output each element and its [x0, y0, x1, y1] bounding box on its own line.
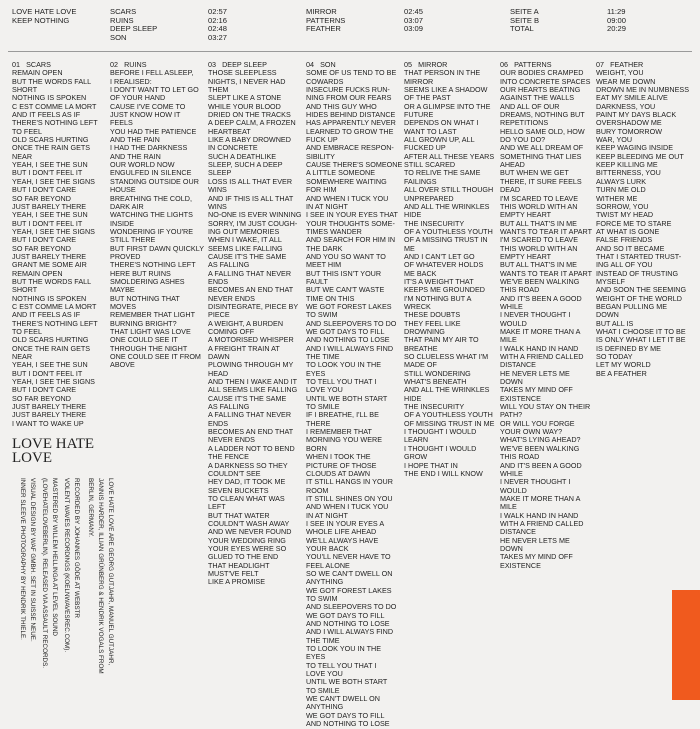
credit-line: RECORDED BY JOHANNES GÖDE AT WEBSTR — [73, 478, 80, 618]
side-label: SEITE B — [510, 15, 540, 25]
side-time: 09:00 — [607, 15, 627, 25]
band-title: LOVE HATE LOVE — [12, 436, 95, 466]
header-sides — [510, 8, 539, 34]
track-time: 02:45 — [404, 7, 424, 16]
track-title: SON — [110, 32, 127, 42]
track-time: 03:09 — [404, 24, 424, 34]
header-album — [12, 8, 76, 25]
credit-line: JANNIS HARDER, ILLIAN GRÜNBERG & HENDRIK VOGALS FROM — [97, 478, 104, 674]
lyrics-scars: 01 SCARS REMAIN OPEN BUT THE WORDS FALL SHORT NOTHING IS SPOKEN C EST COMME LA MORT AND IT FEELS AS IF THERE'S NOTHING LEFT TO FEEL OLD SCARS HURTING ONCE THE RAIN GETS NEAR YEAH, I SEE THE SUN BUT I DON'T FEEL IT YEAH, I SEE THE SIGNS BUT I DON'T CARE SO FAR BEYOND JUST BARELY THERE YEAH, I SEE THE SUN BUT I DON'T FEEL IT YEAH, I SEE THE SIGNS BUT I DON'T CARE SO FAR BEYOND JUST BARELY THERE GRANT ME SOME AIR REMAIN OPEN BUT THE WORDS FALL SHORT NOTHING IS SPOKEN C EST COMME LA MORT AND IT FEELS AS IF THERE'S NOTHING LEFT TO FEEL OLD SCARS HURTING ONCE THE RAIN GETS NEAR YEAH, I SEE THE SUN BUT I DON'T FEEL IT YEAH, I SEE THE SIGNS BUT I DON'T CARE SO FAR BEYOND JUST BARELY THERE JUST BARELY THERE I WANT TO WAKE UP — [12, 60, 98, 428]
lyrics-mirror: 05 MIRROR THAT PERSON IN THE MIRROR SEEMS LIKE A SHADOW OF THE PAST OR A GLIMPSE INTO THE FUTURE DEPENDS ON WHAT I WANT TO LAST ALL GROWN UP, ALL FUCKED UP AFTER ALL THESE YEARS STILL SCARED TO RELIVE THE SAME FAILINGS ALL OVER STILL THOUGH UNPREPARED AND ALL THE WRINKLES HIDE THE INSECURITY OF A YOUTHLESS YOUTH OF A MISSING TRUST IN ME AND I CAN'T LET GO OF WHATEVER HOLDS ME BACK IT'S A WEIGHT THAT KEEPS ME GROUNDED I'M NOTHING BUT A WRECK THESE DOUBTS THEY FEEL LIKE DROWNING THAT PAIN MY AIR TO BREATHE SO CLUELESS WHAT I'M MADE OF STILL WONDERING WHAT'S BENEATH AND ALL THE WRINKLES HIDE THE INSECURITY OF A YOUTHLESS YOUTH OF MISSING TRUST IN ME I THOUGHT I WOULD LEARN I THOUGHT I WOULD GROW I HOPE THAT IN THE END I WILL KNOW — [404, 60, 495, 478]
lyrics-ruins: 02 RUINS BEFORE I FELL ASLEEP, I REALISED: I DON'T WANT TO LET GO OF YOUR HAND CAUSE I'VE COME TO JUST KNOW HOW IT FEELS YOU HAD THE PATIENCE AND THE PAIN I HAD THE DARKNESS AND THE RAIN OUR WORLD NOW ENGULFED IN SILENCE STANDING OUTSIDE OUR HOUSE BREATHING THE COLD, DARK AIR WATCHING THE LIGHTS INSIDE WONDERING IF YOU'RE STILL THERE BUT FIRST DAWN QUICKLY PROVED THERE'S NOTHING LEFT HERE BUT RUINS SMOLDERING ASHES MAYBE BUT NOTHING THAT MOVES REMEMBER THAT LIGHT BURNING BRIGHT? THAT LIGHT WAS LOVE ONE COULD SEE IT THROUGH THE NIGHT ONE COULD SEE IT FROM ABOVE — [110, 60, 205, 370]
track-title: PATTERNS — [306, 15, 346, 25]
track-title: MIRROR — [306, 7, 337, 16]
header-album-line: KEEP NOTHING — [12, 15, 70, 25]
side-label: TOTAL — [510, 24, 534, 34]
credits — [10, 478, 130, 688]
track-title: DEEP SLEEP — [110, 24, 158, 34]
track-time: 02:48 — [208, 24, 228, 34]
credit-line: LOVE HATE LOVE ARE GEORG GUTJAHR, MANUEL GUTJAHR, — [107, 478, 114, 666]
lyrics-deep-sleep: 03 DEEP SLEEP THOSE SLEEPLESS NIGHTS, I NEVER HAD THEM SLEPT LIKE A STONE WHILE YOUR BLOOD DRIED ON THE TRACKS A DEEP CALM, A FROZEN HEARTBEAT LIKE A BABY DROWNED IN CONCRETE SUCH A DEATHLIKE SLEEP, SUCH A DEEP SLEEP LOSS IS ALL THAT EVER WINS AND IF THIS IS ALL THAT WINS NO-ONE IS EVER WINNING SORRY, I'M JUST COUGH- ING OUT MEMORIES WHEN I WAKE, IT ALL SEEMS LIKE FALLING CAUSE IT'S THE SAME AS FALLING A FALLING THAT NEVER ENDS BECOMES AN END THAT NEVER ENDS DISINTEGRATE, PIECE BY PIECE A WEIGHT, A BURDEN COMING OFF A MOTORISED WHISPER A FREIGHT TRAIN AT DAWN PLOWING THROUGH MY HEAD AND THEN I WAKE AND IT ALL SEEMS LIKE FALLING CAUSE IT'S THE SAME AS FALLING A FALLING THAT NEVER ENDS BECOMES AN END THAT NEVER ENDS A LADDER NOT TO BEND THE FENCE A DARKNESS SO THEY COULDN'T SEE HEY DAD, IT TOOK ME SEVEN BUCKETS TO CLEAN WHAT WAS LEFT BUT THAT WATER COULDN'T WASH AWAY AND WE NEVER FOUND YOUR WEDDING RING YOUR EYES WERE SO GLUED TO THE END THAT HEADLIGHT MUST'VE FELT LIKE A PROMISE — [208, 60, 302, 587]
track-time: 03:27 — [208, 32, 228, 42]
header-album-line: LOVE HATE LOVE — [12, 7, 77, 16]
credit-line: VOLENT WAVES RECORDINGS (KOELNWAVESREC.COM). — [63, 478, 70, 653]
credit-line: INNER SLEEVE PHOTOGRAPHY BY HENDRIK THIELE. — [19, 478, 26, 640]
track-title: FEATHER — [306, 24, 341, 34]
header-side-a-times — [208, 8, 227, 42]
header-side-a-titles — [110, 8, 157, 42]
side-label: SEITE A — [510, 7, 539, 16]
orange-accent-block — [672, 590, 700, 700]
credit-line: VISUAL DESIGN BY WAF GMBH. SET IN SUISSE NEUE. — [29, 478, 36, 642]
lyrics-feather: 07 FEATHER WEIGHT, YOU WEAR ME DOWN DROWN ME IN NUMBNESS EAT MY SMILE ALIVE DARKNESS, YOU PAINT MY DAYS BLACK OVERSHADOW ME BURY TOMORROW WAR, YOU KEEP WAGING INSIDE KEEP BLEEDING ME OUT KEEP KILLING ME BITTERNESS, YOU ALWAYS LURK TURN ME OLD WITHER ME SORROW, YOU TWIST MY HEAD FORCE ME TO STARE AT WHAT IS GONE FALSE FRIENDS AND SO IT BECAME THAT I STARTED TRUST- ING ALL OF YOU INSTEAD OF TRUSTING MYSELF AND SOON THE SEEMING WEIGHT OF THE WORLD BEGAN PULLING ME DOWN BUT ALL IS WHAT I CHOOSE IT TO BE IS ONLY WHAT I LET IT BE IS DEFINED BY ME SO TODAY LET MY WORLD BE A FEATHER — [596, 60, 690, 378]
track-time: 02:57 — [208, 7, 228, 16]
credit-line: (LOVEHATELOVEBERLIN). RELEASED VIA ASSAULT RECORDS. — [41, 478, 48, 669]
header-side-times — [607, 8, 626, 34]
credit-line: BERLIN, GERMANY. — [87, 478, 94, 538]
track-time: 03:07 — [404, 15, 424, 25]
track-title: RUINS — [110, 15, 134, 25]
side-time: 11:29 — [607, 7, 626, 16]
track-time: 02:16 — [208, 15, 228, 25]
track-title: SCARS — [110, 7, 137, 16]
header-side-b-titles — [306, 8, 345, 34]
side-time: 20:29 — [607, 24, 627, 34]
lyrics-son: 04 SON SOME OF US TEND TO BE COWARDS INSECURE FUCKS RUN- NING FROM OUR FEARS AND THIS GUY WHO HIDES BEHIND DISTANCE HAS APPARENTLY NEVER LEARNED TO GROW THE FUCK UP AND EMBRACE RESPON- SIBILITY CAUSE THERE'S SOMEONE A LITTLE SOMEONE SOMEWHERE WAITING FOR HIM AND WHEN I TUCK YOU IN AT NIGHT I SEE IN YOUR EYES THAT YOUR THOUGHTS SOME- TIMES WANDER AND SEARCH FOR HIM IN THE DARK AND YOU SO WANT TO MEET HIM BUT THIS ISN'T YOUR FAULT BUT WE CAN'T WASTE TIME ON THIS WE GOT FOREST LAKES TO SWIM AND SLEEPOVERS TO DO WE GOT DAYS TO FILL AND NOTHING TO LOSE AND I WILL ALWAYS FIND THE TIME TO LOOK YOU IN THE EYES TO TELL YOU THAT I LOVE YOU UNTIL WE BOTH START TO SMILE IF I BREATHE, I'LL BE THERE I REMEMBER THAT MORNING YOU WERE BORN WHEN I TOOK THE PICTURE OF THOSE CLOUDS AT DAWN IT STILL HANGS IN YOUR ROOM IT STILL SHINES ON YOU AND WHEN I TUCK YOU IN AT NIGHT I SEE IN YOUR EYES A WHOLE LIFE AHEAD WE'LL ALWAYS HAVE YOUR BACK YOU'LL NEVER HAVE TO FEEL ALONE SO WE CAN'T DWELL ON ANYTHING WE GOT FOREST LAKES TO SWIM AND SLEEPOVERS TO DO WE GOT DAYS TO FILL AND NOTHING TO LOSE AND I WILL ALWAYS FIND THE TIME TO LOOK YOU IN THE EYES TO TELL YOU THAT I LOVE YOU UNTIL WE BOTH START TO SMILE WE CAN'T DWELL ON ANYTHING WE GOT DAYS TO FILL AND NOTHING TO LOSE — [306, 60, 403, 729]
header-side-b-times — [404, 8, 423, 34]
credit-line: MASTERED BY WILLEM HELLINGA AT LEVEL SOUND — [51, 478, 58, 636]
lyrics-patterns: 06 PATTERNS OUR BODIES CRAMPED INTO CONCRETE SPACES OUR HEARTS BEATING AGAINST THE WALLS AND ALL OF OUR DREAMS, NOTHING BUT REPETITIONS HELLO SAME OLD, HOW DO YOU DO? AND WE ALL DREAM OF SOMETHING THAT LIES AHEAD BUT WHEN WE GET THERE, IT SURE FEELS DEAD I'M SCARED TO LEAVE THIS WORLD WITH AN EMPTY HEART BUT ALL THAT'S IN ME WANTS TO TEAR IT APART I'M SCARED TO LEAVE THIS WORLD WITH AN EMPTY HEART BUT ALL THAT'S IN ME WANTS TO TEAR IT APART WE'VE BEEN WALKING THIS ROAD AND IT'S BEEN A GOOD WHILE I NEVER THOUGHT I WOULD MAKE IT MORE THAN A MILE I WALK HAND IN HAND WITH A FRIEND CALLED DISTANCE HE NEVER LETS ME DOWN TAKES MY MIND OFF EXISTENCE WILL YOU STAY ON THEIR PATH? OR WILL YOU FORGE YOUR OWN WAY? WHAT'S LYING AHEAD? WE'VE BEEN WALKING THIS ROAD AND IT'S BEEN A GOOD WHILE I NEVER THOUGHT I WOULD MAKE IT MORE THAN A MILE I WALK HAND IN HAND WITH A FRIEND CALLED DISTANCE HE NEVER LETS ME DOWN TAKES MY MIND OFF EXISTENCE — [500, 60, 593, 570]
header-divider — [8, 51, 692, 52]
